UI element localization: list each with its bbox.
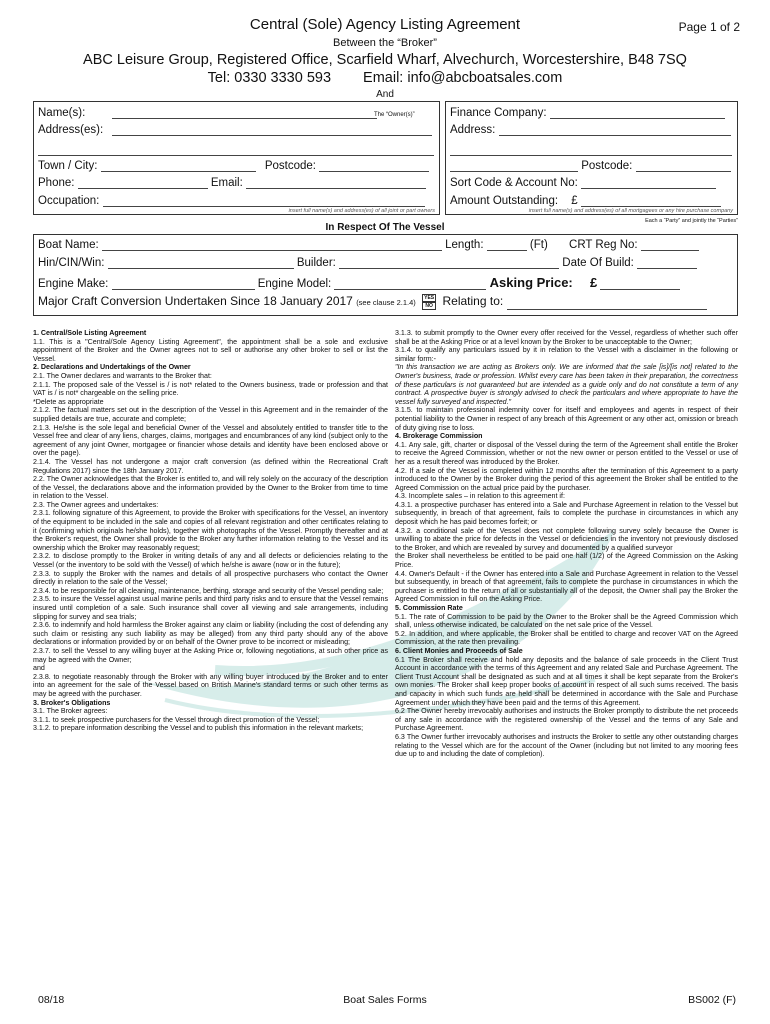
- clause-paragraph: 2.3.8. to negotiate reasonably through the Broker with any willing buyer introduced by the Broker and to enter into an agreement for the sale of the Vessel based on British Marine's standard terms or such other terms as may be agreed with the purchaser.: [33, 672, 388, 698]
- clause-paragraph: 4.4. Owner's Default - if the Owner has entered into a Sale and Purchase Agreement in relation to the Vessel but subsequently, in breach of that agreement, fails to complete the purchase in circumstances in which the purchaser is entitled to the return of all or substantially all of the deposit, the Owner shall pay the Broker the Agreed Commission in full on the Asking Price.: [395, 569, 738, 604]
- clause-paragraph: 2.3.2. to disclose promptly to the Broker in writing details of any and all defects or deficiencies relating to the Vessel (or the inventory to be sold with the Vessel) of which he/she is aware (now or in the future);: [33, 552, 388, 570]
- finance-address-field-2[interactable]: [450, 145, 732, 156]
- clause-paragraph: 4.3. Incomplete sales – in relation to this agreement if:: [395, 492, 565, 501]
- vessel-details-box: [33, 234, 738, 316]
- clause-paragraph: 2.3.3. to supply the Broker with the names and details of all prospective purchasers who contact the Owner directly in relation to the sale of the Vessel;: [33, 569, 388, 587]
- date-of-build-field[interactable]: [637, 258, 697, 269]
- clause-paragraph: 1. Central/Sole Listing Agreement: [33, 329, 147, 337]
- clause-paragraph: 6. Client Monies and Proceeds of Sale: [395, 646, 523, 655]
- relating-to-field[interactable]: [507, 299, 707, 310]
- engine-row: Engine Make: Engine Model: Asking Price: £: [38, 275, 680, 290]
- clause-paragraph: the Broker shall nevertheless be entitled to be paid one half (1/2) of the Agreed Commission on the Asking Price.: [395, 552, 738, 570]
- clause-paragraph: 2.1. The Owner declares and warrants to the Broker that:: [33, 371, 212, 380]
- town-field[interactable]: [101, 161, 256, 172]
- finance-postcode-field[interactable]: [636, 161, 731, 172]
- crt-reg-field[interactable]: [641, 240, 699, 251]
- clause-paragraph: 5.2. In addition, and where applicable, the Broker shall be entitled to charge and recover VAT on the Agreed Commission, at the rate then prevailing.: [395, 629, 738, 647]
- boat-name-field[interactable]: [102, 240, 442, 251]
- finance-address-field[interactable]: [499, 125, 731, 136]
- clause-paragraph: 2. Declarations and Undertakings of the Owner: [33, 363, 191, 372]
- terms-right-column: [395, 329, 738, 759]
- major-craft-row: Major Craft Conversion Undertaken Since 18 January 2017 (see clause 2.1.4) YES NO Relating to:: [38, 294, 707, 310]
- footer-code: BS002 (F): [688, 994, 736, 1006]
- email-address: Email: info@abcboatsales.com: [363, 70, 563, 86]
- yes-no-checkbox: [422, 294, 436, 310]
- clause-paragraph: *Delete as appropriate: [33, 397, 104, 406]
- clause-paragraph: "In this transaction we are acting as Brokers only. We are informed that the sale [is]/[is not] related to the Owner's business, trade or profession. Whilst every care has been taken in their preparation, the correctness of these particulars is not guaranteed but are intended as a guide only and do not constitute a term of any contract. A prospective buyer is strongly advised to check the particulars and where appropriate to have the vessel fully surveyed and inspected.": [395, 363, 738, 406]
- clause-paragraph: and: [33, 664, 45, 673]
- clause-paragraph: 4.1. Any sale, gift, charter or disposal of the Vessel during the term of the Agreement shall entitle the Broker to receive the Agreed Commission, whether or not the new owner or person entitled to the Vessel or use of her as a result thereof was introduced by the Broker.: [395, 440, 738, 466]
- document-title: Central (Sole) Agency Listing Agreement: [249, 16, 521, 33]
- owner-address-field[interactable]: [112, 125, 432, 136]
- clause-paragraph: 3.1.3. to submit promptly to the Owner every offer received for the Vessel, regardless of whether such offer shall be at the Asking Price or at a level known by the Broker to be unacceptable to the Owner;: [395, 329, 738, 346]
- hin-field[interactable]: [108, 258, 294, 269]
- asking-price-field[interactable]: [600, 279, 680, 290]
- finance-company-field[interactable]: [550, 108, 725, 119]
- clause-paragraph: 2.3.7. to sell the Vessel to any willing buyer at the Asking Price or, following negotiations, at such other price as may be agreed with the Owner;: [33, 646, 388, 664]
- engine-model-field[interactable]: [334, 279, 486, 290]
- owner-tag: The “Owner(s)”: [374, 112, 415, 118]
- owner-name-field[interactable]: [112, 108, 377, 119]
- owner-details-box: [33, 101, 440, 215]
- clause-paragraph: 3.1.1. to seek prospective purchasers for the Vessel through direct promotion of the Vessel;: [33, 715, 320, 724]
- telephone: Tel: 0330 3330 593: [207, 70, 332, 86]
- footer-date: 08/18: [38, 994, 65, 1006]
- owner-note: insert full name(s) and address(es) of all joint or part owners: [288, 208, 435, 214]
- company-line: ABC Leisure Group, Registered Office, Scarfield Wharf, Alvechurch, Worcestershire, B48 7SQ: [83, 52, 687, 68]
- length-field[interactable]: [487, 240, 527, 251]
- yes-checkbox[interactable]: YES: [424, 295, 435, 301]
- and-line: And: [376, 89, 394, 100]
- clause-paragraph: 4.2. If a sale of the Vessel is completed within 12 months after the termination of this Agreement to a party introduced to the Owner by the Broker during the period of this agreement the Broker shall be entitled to the Agreed Commission on the actual price paid by the purchaser.: [395, 466, 738, 492]
- finance-address-row: Address:: [450, 124, 731, 136]
- vessel-section-title: In Respect Of The Vessel: [325, 222, 445, 233]
- finance-postcode-row: Postcode:: [450, 160, 731, 172]
- clause-paragraph: 2.3.5. to insure the Vessel against usual marine perils and third party risks and to ensure that the Vessel remains insured until completion of a sale. Such insurance shall cover all viewing and sale arrangements, including slipping for survey and sea trials;: [33, 595, 388, 621]
- amount-row: Amount Outstanding: £: [450, 195, 721, 207]
- page-number: Page 1 of 2: [678, 20, 740, 34]
- finance-address-field-3[interactable]: [450, 161, 578, 172]
- clause-paragraph: 3.1.5. to maintain professional indemnity cover for itself and employees and agents in respect of their potential liability to the Owner in respect of any breach of this Agreement or any other act, omission or breach of duty giving rise to loss.: [395, 406, 738, 432]
- builder-field[interactable]: [339, 258, 559, 269]
- clause-paragraph: 2.3.1. following signature of this Agreement, to provide the Broker with specifications for the Vessel, an inventory of the equipment to be included in the sale and copies of all relevant registration and other certificates relating to it (confirming which originals he/she holds), together with photographs of the Vessel. Promptly thereafter and at the Broker's request, the Owner shall provide to the Broker any further information relating to the Vessel and its ownership which the Broker may reasonably request;: [33, 509, 388, 552]
- contact-line: [0, 70, 770, 86]
- sort-code-row: Sort Code & Account No:: [450, 177, 716, 189]
- clause-paragraph: 2.2. The Owner acknowledges that the Broker is entitled to, and will rely solely on the accuracy of the description of the Vessel, the declarations above and the information provided by the Owner to the Broker from time to time in relation to the Vessel.: [33, 475, 388, 501]
- owner-address-field-2[interactable]: [38, 145, 434, 156]
- clause-paragraph: 4.3.1. a prospective purchaser has entered into a Sale and Purchase Agreement in relation to the Vessel but subsequently, in breach of that agreement, fails to complete the purchase in circumstances in which any deposit which he has paid becomes forfeit; or: [395, 500, 738, 527]
- clause-paragraph: 3.1.4. to qualify any particulars issued by it in relation to the Vessel with a disclaimer in the following or similar form:-: [395, 346, 738, 363]
- finance-company-row: Finance Company:: [450, 107, 725, 119]
- phone-row: Phone: Email:: [38, 177, 426, 189]
- clause-paragraph: 2.3.4. to be responsible for all cleaning, maintenance, berthing, storage and security of the Vessel pending sale;: [33, 586, 384, 595]
- asking-price-label: Asking Price:: [489, 275, 573, 290]
- no-checkbox[interactable]: NO: [422, 302, 436, 310]
- occupation-row: Occupation:: [38, 195, 425, 207]
- town-row: Town / City: Postcode:: [38, 160, 429, 172]
- clause-paragraph: 2.1.3. He/she is the sole legal and beneficial Owner of the Vessel and absolutely entitled to transfer title to the Vessel free and clear of any liens, charges, claims, mortgages and encumbrances of any kind (subject only to the agreement of any joint Owner, mortgagee or financier whose details and identity have been enclosed above or over the page).: [33, 423, 388, 458]
- phone-field[interactable]: [78, 178, 208, 189]
- sort-code-field[interactable]: [581, 178, 716, 189]
- occupation-field[interactable]: [103, 196, 425, 207]
- clause-paragraph: 2.1.4. The Vessel has not undergone a major craft conversion (as defined within the Recreational Craft Regulations 2017) since the 18th January 2017.: [33, 457, 388, 475]
- amount-field[interactable]: [581, 196, 721, 207]
- parties-note: Each a “Party” and jointly the “Parties”: [645, 218, 738, 224]
- terms-left-column: [33, 329, 388, 733]
- clause-paragraph: 6.1 The Broker shall receive and hold any deposits and the balance of sale proceeds in the Client Trust Account in accordance with the terms of this Agreement and any related Sale and Purchase Agreement. The Client Trust Account shall be designated as such and at all times it shall be kept separate from the Broker's own monies. The Broker shall keep proper books of account in respect of all such sums received. The basis and capacity in which such funds are held shall be determined in accordance with the Sale and Purchase Agreement under which they have been paid and the terms of this Agreement.: [395, 655, 738, 707]
- finance-details-box: [445, 101, 738, 215]
- hin-row: Hin/CIN/Win: Builder: Date Of Build:: [38, 257, 697, 269]
- clause-paragraph: 6.2 The Owner hereby irrevocably authorises and instructs the Broker promptly to distribute the net proceeds of any sale in accordance with the registered ownership of the Vessel and the terms of any Sale and Purchase Agreement.: [395, 707, 738, 733]
- boat-name-row: Boat Name: Length: (Ft) CRT Reg No:: [38, 239, 699, 251]
- engine-make-field[interactable]: [112, 279, 255, 290]
- between-line: Between the “Broker”: [333, 37, 437, 49]
- clause-paragraph: 3.1. The Broker agrees:: [33, 707, 108, 716]
- clause-paragraph: 3.1.2. to prepare information describing the Vessel and to publish this information in the relevant markets;: [33, 724, 364, 733]
- clause-paragraph: 4. Brokerage Commission: [395, 432, 483, 441]
- clause-paragraph: 1.1. This is a "Central/Sole Agency Listing Agreement", the appointment shall be a sole and exclusive appointment of the Broker and the Owner agrees not to sell or authorise any other broker to sell or list the Vessel.: [33, 337, 388, 363]
- owner-address-row: Address(es):: [38, 124, 432, 136]
- owner-postcode-field[interactable]: [319, 161, 429, 172]
- clause-paragraph: 5. Commission Rate: [395, 604, 463, 612]
- clause-paragraph: 3. Broker's Obligations: [33, 698, 111, 707]
- clause-paragraph: 4.3.2. a conditional sale of the Vessel does not complete following survey solely because the Owner is unwilling to abate the price for defects in the Vessel or deficiencies in the inventory not previously disclosed to the Broker, and which are revealed by survey and documented by a qualified surveyor: [395, 526, 738, 552]
- clause-paragraph: 2.3. The Owner agrees and undertakes:: [33, 500, 159, 509]
- clause-paragraph: 2.3.6. to indemnify and hold harmless the Broker against any claim or liability (including the cost of defending any such claim or resisting any such liability as may be alleged) from any third party should any of the above declarations or information provided by or on behalf of the Owner prove to be incorrect or misleading;: [33, 621, 388, 647]
- clause-paragraph: 2.1.2. The factual matters set out in the description of the Vessel in this Agreement and in the remainder of the supplied details are true, accurate and complete;: [33, 406, 388, 423]
- clause-paragraph: 2.1.1. The proposed sale of the Vessel is / is not* related to the Owners business, trade or profession and that VAT is / is not* chargeable on the selling price.: [33, 380, 388, 398]
- footer-title: Boat Sales Forms: [343, 994, 427, 1006]
- owner-email-field[interactable]: [246, 178, 426, 189]
- finance-note: insert full name(s) and address(es) of all mortgagees or any hire purchase company: [528, 208, 733, 214]
- clause-paragraph: 6.3 The Owner further irrevocably authorises and instructs the Broker to settle any other outstanding charges relating to the Vessel which are for the account of the Owner (including but not limited to any mooring fees due up to and including the date of completion).: [395, 732, 738, 759]
- clause-paragraph: 5.1. The rate of Commission to be paid by the Owner to the Broker shall be the Agreed Commission which shall, unless otherwise indicated, be calculated on the net sale price of the Vessel.: [395, 612, 738, 630]
- owner-name-row: Name(s):: [38, 107, 377, 119]
